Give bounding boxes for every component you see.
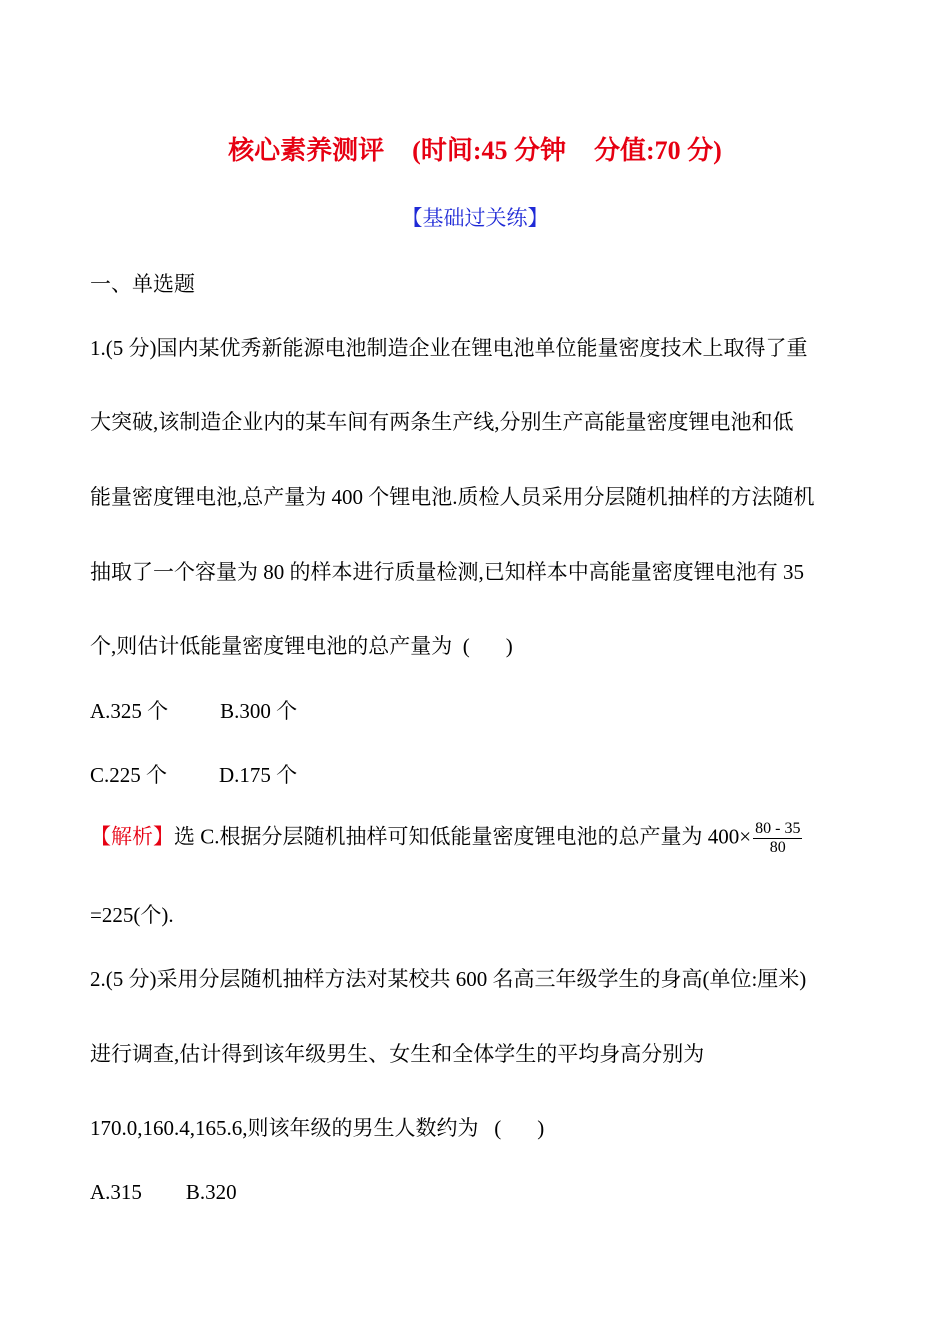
section-tag: 【基础过关练】 xyxy=(401,206,549,230)
analysis-text: 选 C.根据分层随机抽样可知低能量密度锂电池的总产量为 400× xyxy=(174,824,752,849)
fraction-denominator: 80 xyxy=(769,839,786,856)
section-heading: 一、单选题 xyxy=(90,272,195,296)
q1-option-d: D.175 个 xyxy=(219,763,298,787)
q1-line-2: 大突破,该制造企业内的某车间有两条生产线,分别生产高能量密度锂电池和低 xyxy=(90,410,794,434)
analysis-fraction xyxy=(753,820,802,857)
q1-answer-paren-close: ) xyxy=(505,634,513,658)
q1-options-row-2 xyxy=(90,761,297,789)
q1-options-row-1 xyxy=(90,697,297,725)
q1-line-1: 1.(5 分)国内某优秀新能源电池制造企业在锂电池单位能量密度技术上取得了重 xyxy=(90,336,808,360)
title-main: 核心素养测评 xyxy=(228,136,385,166)
analysis-label: 【解析】 xyxy=(90,824,174,849)
q1-option-a: A.325 个 xyxy=(90,699,169,723)
title-time: (时间:45 分钟 xyxy=(412,136,566,165)
q1-analysis xyxy=(90,820,802,857)
q2-stem-end: 170.0,160.4,165.6,则该年级的男生人数约为 xyxy=(90,1116,479,1140)
q2-line-2: 进行调查,估计得到该年级男生、女生和全体学生的平均身高分别为 xyxy=(90,1042,705,1066)
q2-option-a: A.315 xyxy=(90,1180,142,1204)
q1-line-4: 抽取了一个容量为 80 的样本进行质量检测,已知样本中高能量密度锂电池有 35 xyxy=(90,560,804,584)
q1-stem-end: 个,则估计低能量密度锂电池的总产量为 xyxy=(90,634,453,658)
analysis-result: =225(个). xyxy=(90,903,174,927)
fraction-numerator: 80 - 35 xyxy=(755,820,801,837)
q2-line-1: 2.(5 分)采用分层随机抽样方法对某校共 600 名高三年级学生的身高(单位:厘米) xyxy=(90,967,807,991)
q2-option-b: B.320 xyxy=(185,1180,237,1204)
page-title xyxy=(0,134,950,168)
q2-answer-paren-close: ) xyxy=(537,1116,545,1140)
q1-answer-paren-open: ( xyxy=(462,634,470,658)
title-score: 分值:70 分) xyxy=(594,136,722,165)
q2-line-3 xyxy=(90,1114,544,1142)
q1-option-c: C.225 个 xyxy=(90,763,168,787)
q1-option-b: B.300 个 xyxy=(220,699,298,723)
q1-line-5 xyxy=(90,632,513,660)
q1-line-3: 能量密度锂电池,总产量为 400 个锂电池.质检人员采用分层随机抽样的方法随机 xyxy=(90,485,815,509)
q2-answer-paren-open: ( xyxy=(494,1116,502,1140)
q2-options-row-1 xyxy=(90,1178,237,1206)
